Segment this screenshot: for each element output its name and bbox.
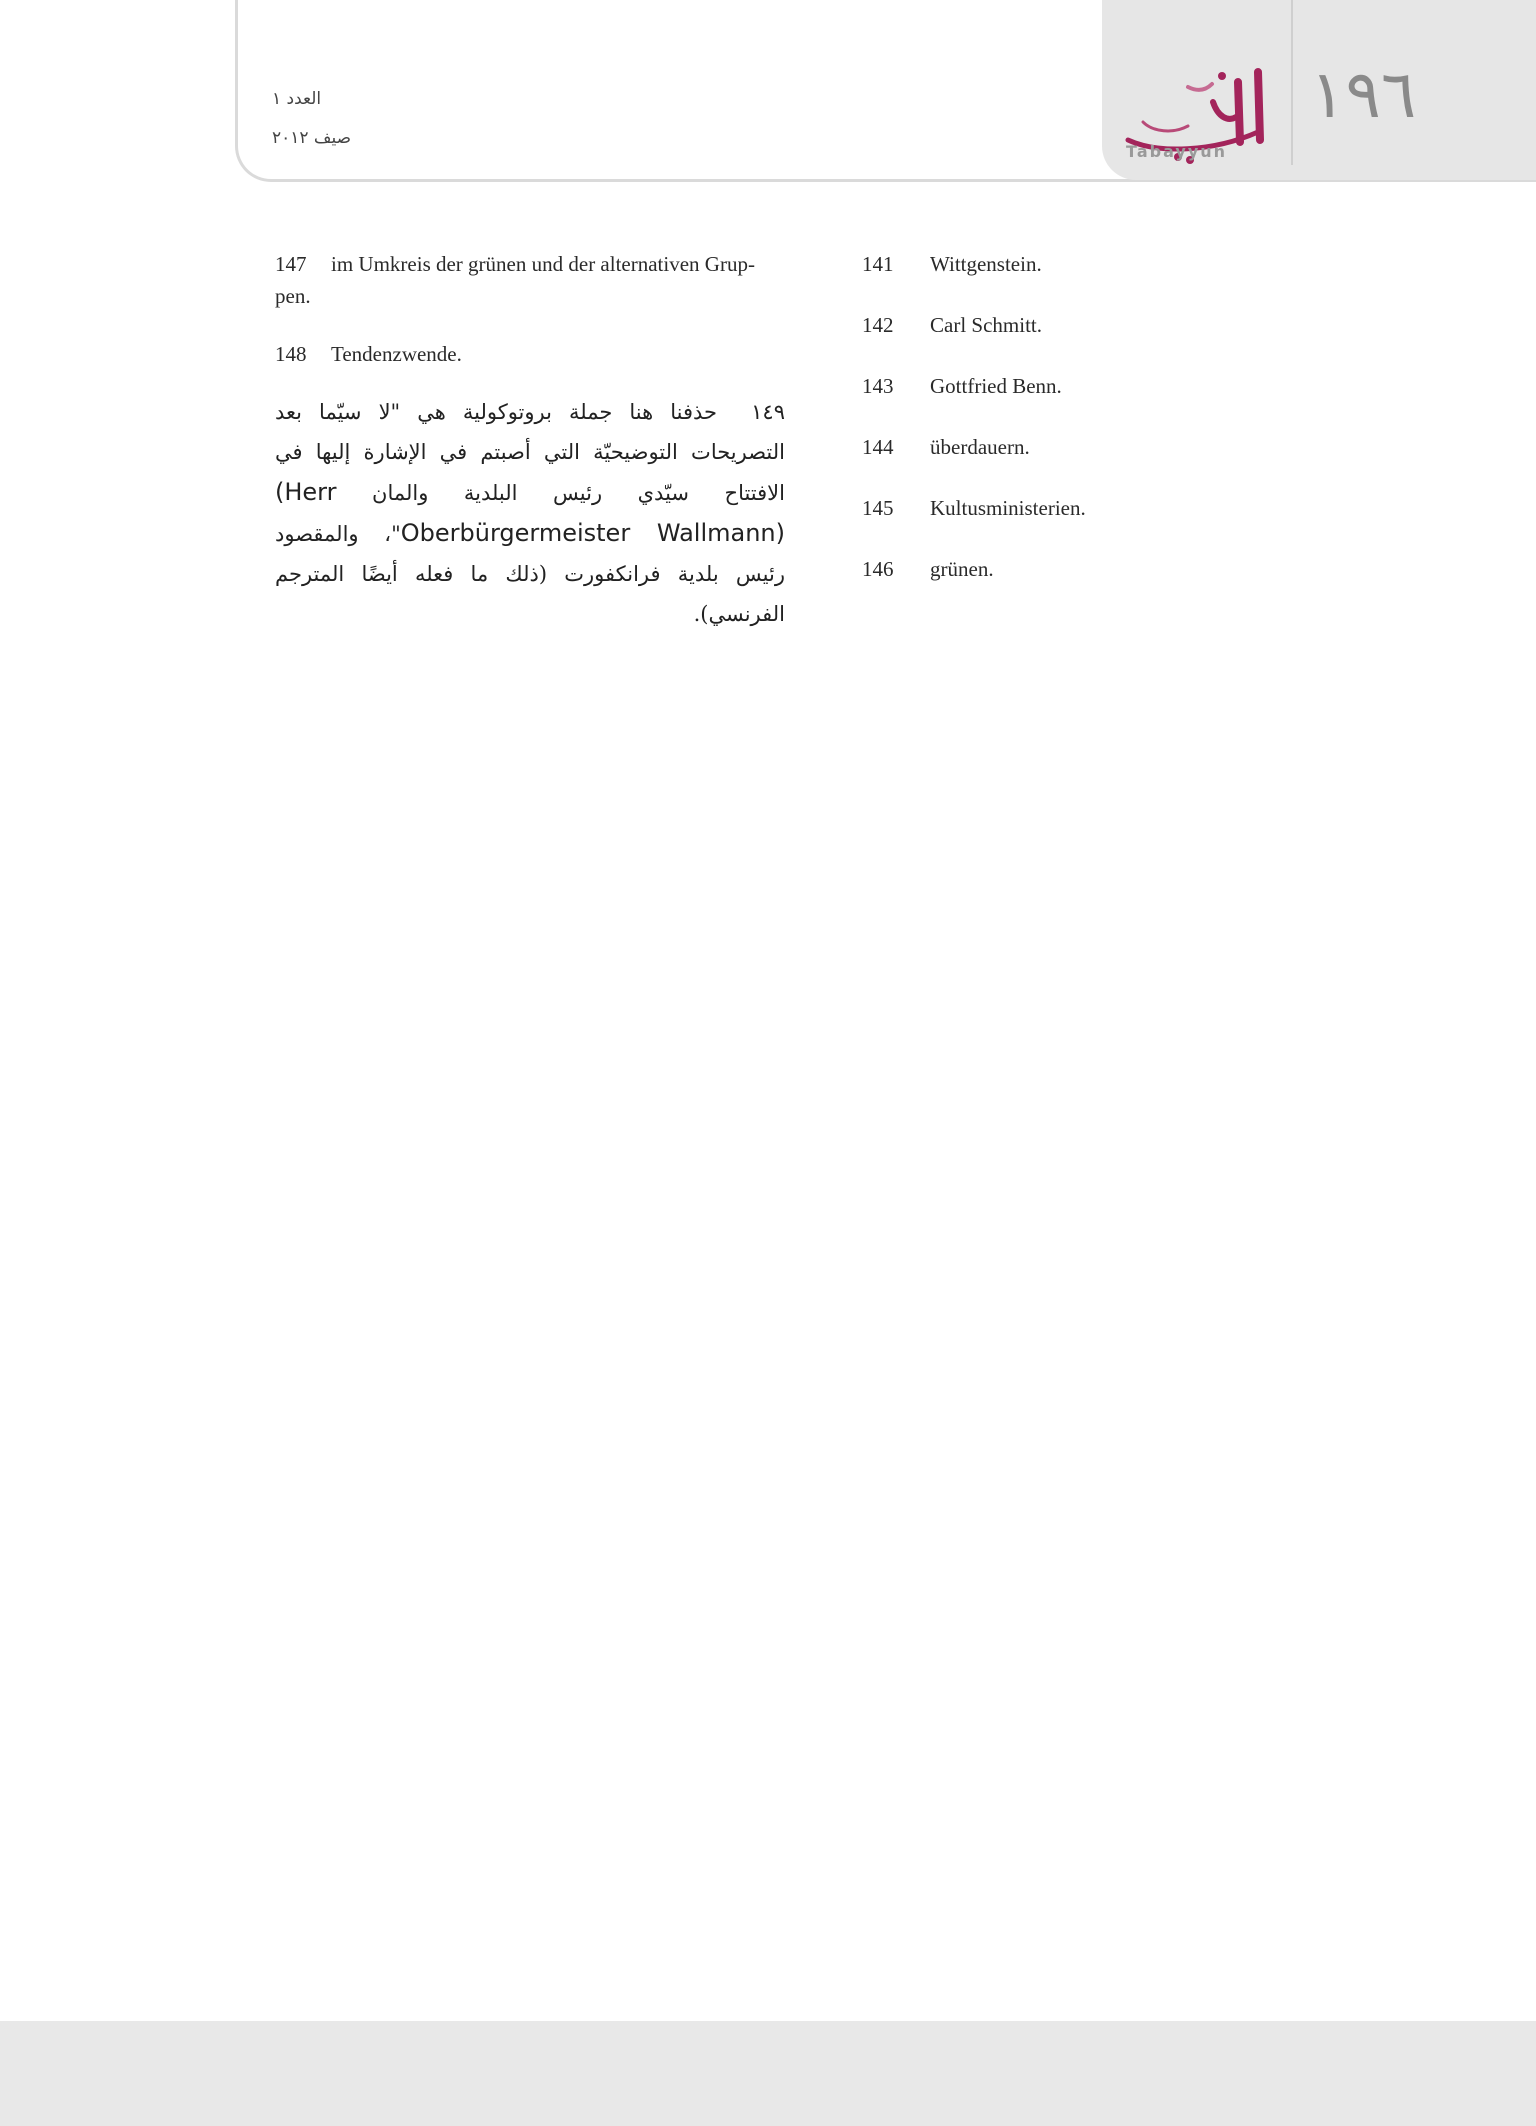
footnote-number: 146 — [862, 557, 894, 581]
footnote-number: 145 — [862, 496, 894, 520]
footnote-142 — [862, 309, 1042, 341]
footnote-145 — [862, 492, 1086, 524]
footnote-number: 144 — [862, 435, 894, 459]
footnote-146 — [862, 553, 994, 585]
footnote-text: Carl Schmitt. — [930, 313, 1042, 337]
footnote-text: überdauern. — [930, 435, 1030, 459]
footnote-number: 148 — [275, 342, 307, 366]
footnote-text: grünen. — [930, 557, 994, 581]
issue-label: العدد ١ — [272, 89, 322, 109]
footnote-149-arabic — [275, 392, 785, 634]
footnote-latin-name: (Herr Oberbürgermeister Wallmann) — [275, 478, 785, 547]
page-number: ١٩٦ — [1310, 56, 1417, 133]
footnote-number: 147 — [275, 252, 307, 276]
footnote-number: 142 — [862, 313, 894, 337]
footnote-143 — [862, 370, 1062, 402]
footnote-144 — [862, 431, 1030, 463]
footnote-text: Kultusministerien. — [930, 496, 1086, 520]
footnote-number: 143 — [862, 374, 894, 398]
footnote-number: ١٤٩ — [751, 400, 785, 424]
footnote-text-continuation: pen. — [275, 284, 311, 308]
footnote-text-part2: "، والمقصود رئيس بلدية فرانكفورت (ذلك ما فعله أيضًا المترجم الفرنسي). — [275, 522, 785, 626]
footnote-text: im Umkreis der grünen und der alternativen Grup- — [331, 252, 755, 276]
footer-band — [0, 2021, 1536, 2126]
footnote-text-part1: حذفنا هنا جملة بروتوكولية هي "لا سيّما بعد التصريحات التوضيحيّة التي أصبتم في الإشارة إليها في الافتتاح سيّدي رئيس البلدية والمان — [275, 400, 785, 505]
footnote-text: Gottfried Benn. — [930, 374, 1062, 398]
footnote-number: 141 — [862, 252, 894, 276]
footnote-147 — [275, 248, 785, 312]
logo-latin-text: Tabayyun — [1126, 142, 1228, 161]
footnote-text: Wittgenstein. — [930, 252, 1042, 276]
footnote-text: Tendenzwende. — [331, 342, 462, 366]
footnote-141 — [862, 248, 1042, 280]
header-divider — [1291, 0, 1293, 165]
season-label: صيف ٢٠١٢ — [272, 128, 352, 148]
footnote-148 — [275, 338, 785, 370]
